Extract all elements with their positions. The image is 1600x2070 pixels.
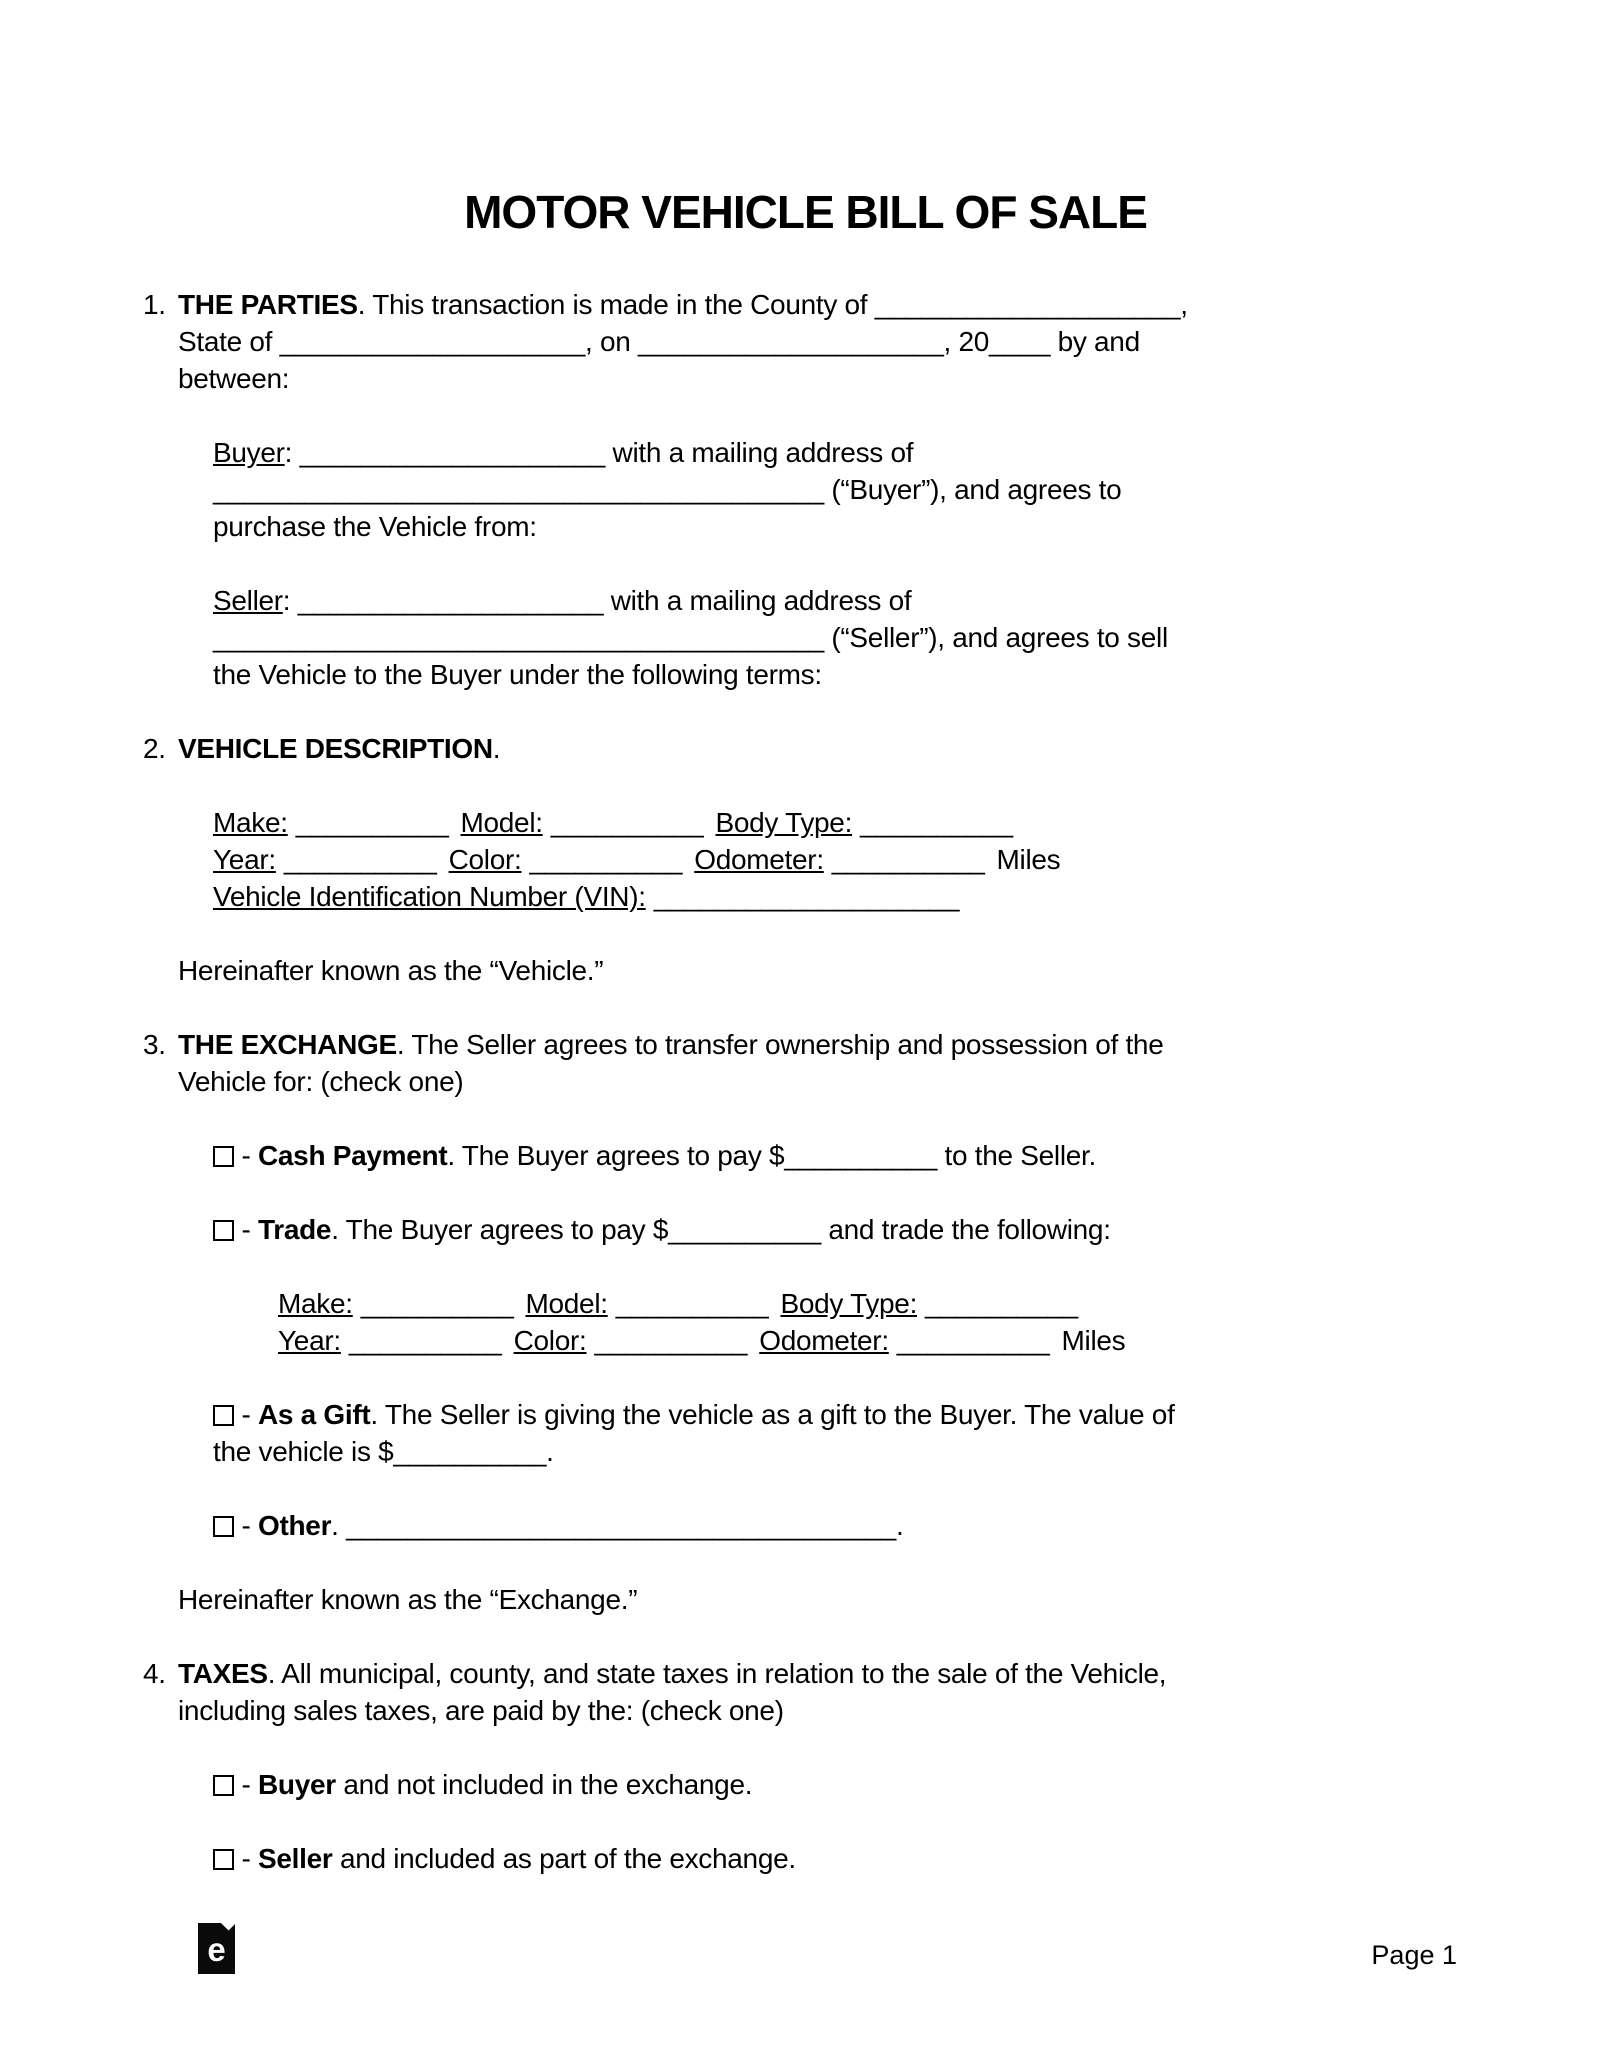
- text-line: [178, 286, 1468, 323]
- section-4-number: 4.: [143, 1658, 166, 1689]
- taxes-buyer-label: Buyer: [257, 1769, 336, 1800]
- text-line: [213, 1396, 1468, 1433]
- vehicle-odometer-blank[interactable]: __________: [831, 844, 985, 875]
- checkbox-dash: -: [234, 1510, 258, 1541]
- vehicle-model-label: Model:: [460, 807, 543, 838]
- vin-label: Vehicle Identification Number (VIN):: [213, 881, 646, 912]
- text-run: . The Seller agrees to transfer ownership and possession of the: [396, 1029, 1164, 1060]
- text-line: [213, 471, 1468, 508]
- cash-amount-blank[interactable]: __________: [784, 1140, 938, 1171]
- text-run: .: [492, 733, 501, 764]
- vehicle-fields: [213, 804, 1468, 915]
- text-line: [178, 1026, 1468, 1063]
- transaction-date-blank[interactable]: ____________________: [638, 326, 944, 357]
- transaction-year-blank[interactable]: ____: [989, 326, 1051, 357]
- section-4-heading: TAXES: [178, 1658, 268, 1689]
- buyer-name-blank[interactable]: ____________________: [299, 437, 606, 468]
- section-3-heading: THE EXCHANGE: [178, 1029, 397, 1060]
- miles-label: Miles: [996, 844, 1061, 875]
- vehicle-year-blank[interactable]: __________: [283, 844, 437, 875]
- trade-option: [213, 1211, 1468, 1248]
- section-1-number: 1.: [143, 289, 166, 320]
- section-2-heading: VEHICLE DESCRIPTION: [178, 733, 493, 764]
- eforms-logo: [198, 1923, 235, 1974]
- vin-blank[interactable]: ____________________: [653, 881, 960, 912]
- text-run: to the Seller.: [937, 1140, 1096, 1171]
- text-line: including sales taxes, are paid by the: (check one): [178, 1695, 784, 1726]
- text-line: [213, 1507, 1468, 1544]
- trade-model-blank[interactable]: __________: [615, 1288, 769, 1319]
- text-run: . All municipal, county, and state taxes in relation to the sale of the Vehicle,: [267, 1658, 1167, 1689]
- gift-value-blank[interactable]: __________: [393, 1436, 547, 1467]
- section-3-number: 3.: [143, 1029, 166, 1060]
- buyer-address-blank[interactable]: ________________________________________: [213, 474, 824, 505]
- gift-option: [213, 1396, 1468, 1470]
- text-line: Vehicle for: (check one): [178, 1066, 464, 1097]
- trade-year-label: Year:: [278, 1325, 341, 1356]
- taxes-seller-option: [213, 1840, 1468, 1877]
- checkbox-dash: -: [234, 1214, 258, 1245]
- trade-checkbox[interactable]: [213, 1220, 234, 1241]
- vehicle-year-label: Year:: [213, 844, 276, 875]
- vehicle-color-label: Color:: [448, 844, 522, 875]
- text-line: [213, 434, 1468, 471]
- page-number: Page 1: [1371, 1940, 1457, 1970]
- text-run: (“Buyer”), and agrees to: [823, 474, 1122, 505]
- section-1-heading: THE PARTIES: [178, 289, 358, 320]
- miles-label: Miles: [1061, 1325, 1126, 1356]
- buyer-paragraph: [213, 434, 1468, 545]
- text-run: . This transaction is made in the County of: [357, 289, 875, 320]
- text-line: [213, 804, 1468, 841]
- text-run: State of: [178, 326, 280, 357]
- vehicle-odometer-label: Odometer:: [694, 844, 824, 875]
- text-line: [213, 1433, 1468, 1470]
- trade-amount-blank[interactable]: __________: [668, 1214, 821, 1245]
- text-line: purchase the Vehicle from:: [213, 511, 537, 542]
- trade-color-blank[interactable]: __________: [594, 1325, 748, 1356]
- gift-label: As a Gift: [257, 1399, 371, 1430]
- section-the-exchange: [143, 1026, 1468, 1618]
- trade-make-label: Make:: [278, 1288, 353, 1319]
- text-run: by and: [1050, 326, 1140, 357]
- document-body: [143, 186, 1468, 1877]
- text-line: [278, 1322, 1468, 1359]
- text-line: [213, 1137, 1468, 1174]
- trade-odometer-label: Odometer:: [759, 1325, 889, 1356]
- other-label: Other: [257, 1510, 332, 1541]
- buyer-label: Buyer: [213, 437, 285, 468]
- cash-payment-label: Cash Payment: [257, 1140, 448, 1171]
- taxes-buyer-checkbox[interactable]: [213, 1775, 234, 1796]
- text-run: . The Seller is giving the vehicle as a gift to the Buyer. The value of: [370, 1399, 1175, 1430]
- text-line: [178, 1655, 1468, 1692]
- text-run: with a mailing address of: [605, 437, 914, 468]
- text-line: [213, 1211, 1468, 1248]
- taxes-seller-checkbox[interactable]: [213, 1849, 234, 1870]
- text-run: :: [284, 437, 300, 468]
- text-line: [278, 1285, 1468, 1322]
- document-title: MOTOR VEHICLE BILL OF SALE: [464, 186, 1147, 238]
- trade-vehicle-fields: [278, 1285, 1468, 1359]
- text-line: the Vehicle to the Buyer under the following terms:: [213, 659, 822, 690]
- checkbox-dash: -: [234, 1140, 258, 1171]
- vehicle-make-label: Make:: [213, 807, 288, 838]
- text-run: , on: [585, 326, 639, 357]
- text-run: :: [282, 585, 298, 616]
- other-option: [213, 1507, 1468, 1544]
- text-line: [213, 841, 1468, 878]
- taxes-seller-label: Seller: [257, 1843, 333, 1874]
- seller-address-blank[interactable]: ________________________________________: [213, 622, 824, 653]
- text-line: between:: [178, 363, 290, 394]
- checkbox-dash: -: [234, 1769, 258, 1800]
- eforms-logo-letter: e: [207, 1931, 226, 1968]
- section-2-number: 2.: [143, 733, 166, 764]
- trade-label: Trade: [257, 1214, 332, 1245]
- text-line: [178, 730, 1468, 767]
- checkbox-dash: -: [234, 1843, 258, 1874]
- text-run: ,: [1180, 289, 1188, 320]
- vehicle-make-blank[interactable]: __________: [295, 807, 449, 838]
- text-run: the vehicle is $: [213, 1436, 394, 1467]
- state-blank[interactable]: ____________________: [279, 326, 586, 357]
- text-run: , 20: [943, 326, 989, 357]
- text-line: [213, 582, 1468, 619]
- text-run: . The Buyer agrees to pay $: [447, 1140, 785, 1171]
- text-line: [213, 1766, 1468, 1803]
- trade-make-blank[interactable]: __________: [360, 1288, 514, 1319]
- text-line: [213, 1840, 1468, 1877]
- county-blank[interactable]: ____________________: [874, 289, 1181, 320]
- text-run: and not included in the exchange.: [335, 1769, 753, 1800]
- trade-year-blank[interactable]: __________: [348, 1325, 502, 1356]
- vehicle-body-type-blank[interactable]: __________: [860, 807, 1013, 838]
- gift-checkbox[interactable]: [213, 1405, 234, 1426]
- other-description-blank[interactable]: ____________________________________: [346, 1510, 896, 1541]
- seller-name-blank[interactable]: ____________________: [297, 585, 604, 616]
- trade-model-label: Model:: [525, 1288, 608, 1319]
- vehicle-color-blank[interactable]: __________: [529, 844, 683, 875]
- cash-payment-option: [213, 1137, 1468, 1174]
- text-run: .: [546, 1436, 554, 1467]
- section-taxes: [143, 1655, 1468, 1877]
- vehicle-model-blank[interactable]: __________: [550, 807, 704, 838]
- trade-body-type-blank[interactable]: __________: [925, 1288, 1078, 1319]
- text-run: (“Seller”), and agrees to sell: [823, 622, 1168, 653]
- trade-color-label: Color:: [513, 1325, 587, 1356]
- checkbox-dash: -: [234, 1399, 258, 1430]
- seller-paragraph: [213, 582, 1468, 693]
- other-checkbox[interactable]: [213, 1516, 234, 1537]
- text-run: .: [331, 1510, 347, 1541]
- vehicle-known-as: Hereinafter known as the “Vehicle.”: [178, 955, 604, 986]
- exchange-known-as: Hereinafter known as the “Exchange.”: [178, 1584, 638, 1615]
- cash-payment-checkbox[interactable]: [213, 1146, 234, 1167]
- section-vehicle-description: [143, 730, 1468, 989]
- trade-body-type-label: Body Type:: [780, 1288, 918, 1319]
- text-line: [213, 619, 1468, 656]
- trade-odometer-blank[interactable]: __________: [896, 1325, 1050, 1356]
- seller-label: Seller: [213, 585, 283, 616]
- text-line: [213, 878, 1468, 915]
- text-line: [178, 323, 1468, 360]
- text-run: . The Buyer agrees to pay $: [331, 1214, 669, 1245]
- taxes-buyer-option: [213, 1766, 1468, 1803]
- vehicle-body-type-label: Body Type:: [715, 807, 853, 838]
- text-run: with a mailing address of: [603, 585, 912, 616]
- text-run: and trade the following:: [820, 1214, 1111, 1245]
- section-the-parties: [143, 286, 1468, 693]
- text-run: and included as part of the exchange.: [332, 1843, 796, 1874]
- text-run: .: [895, 1510, 904, 1541]
